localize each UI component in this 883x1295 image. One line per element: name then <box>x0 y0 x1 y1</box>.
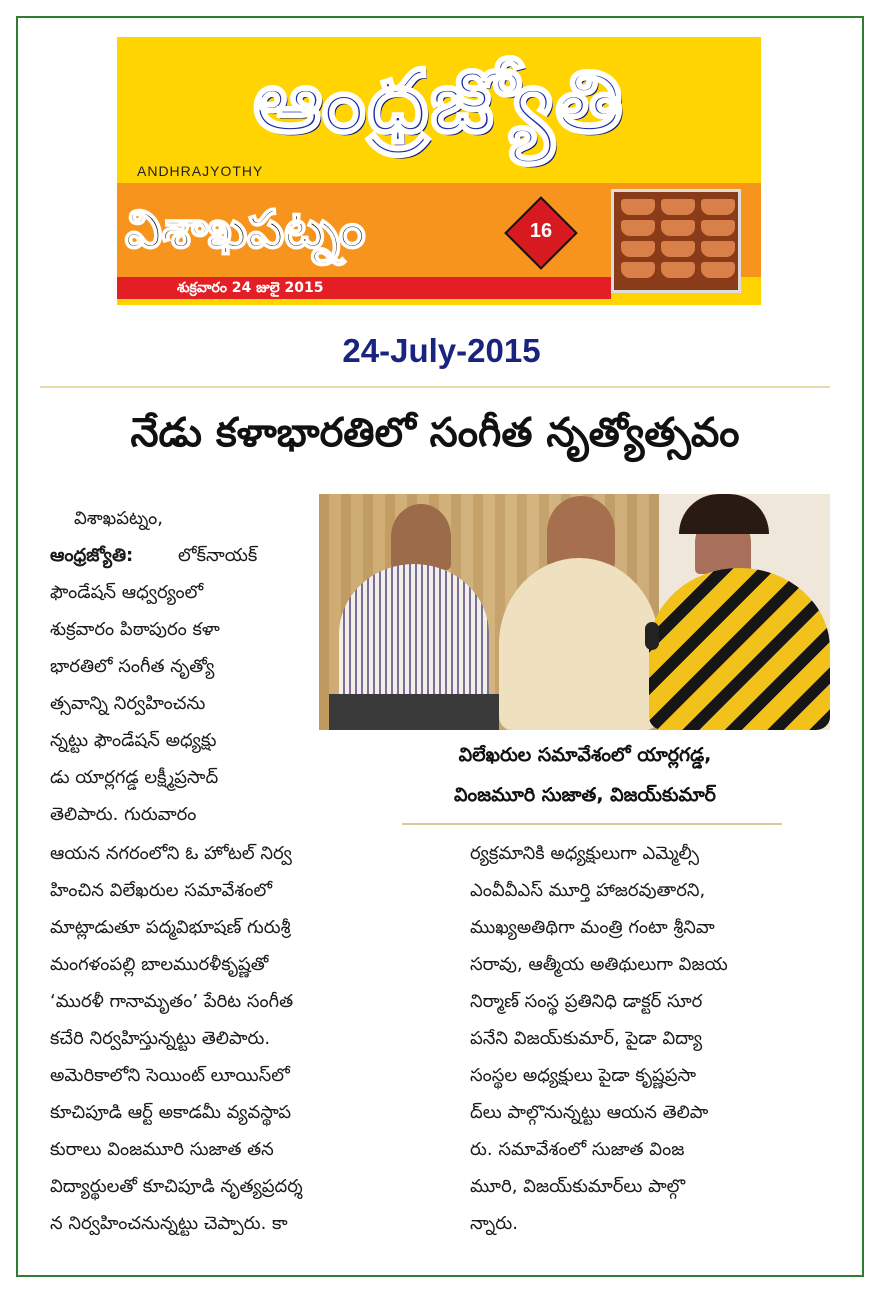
text-line: మంగళంపల్లి బాలమురళీకృష్ణతో <box>50 954 269 975</box>
text-line: ఫౌండేషన్ ఆధ్వర్యంలో <box>50 582 204 603</box>
text-line: భారతిలో సంగీత నృత్యో <box>50 656 215 677</box>
page-number: 16 <box>529 220 553 242</box>
newspaper-logo-latin: ANDHRAJYOTHY <box>137 163 264 179</box>
article-headline: నేడు కళాభారతిలో సంగీత నృత్యోత్సవం <box>130 410 740 456</box>
photo-caption-line-2: వింజమూరి సుజాత, విజయ్‌కుమార్ <box>454 784 716 806</box>
article-source: ఆంధ్రజ్యోతి: <box>50 545 134 566</box>
text-line: న నిర్వహించనున్నట్టు చెప్పారు. కా <box>50 1213 288 1234</box>
newspaper-logo: ఆంధ్రజ్యోతి <box>253 52 625 152</box>
text-line: న్నారు. <box>470 1213 518 1234</box>
text-line: కురాలు వింజమూరి సుజాత తన <box>50 1139 274 1160</box>
article-dateline: విశాఖపట్నం, <box>74 508 163 529</box>
text-line: మాట్లాడుతూ పద్మవిభూషణ్ గురుశ్రీ <box>50 917 291 938</box>
newspaper-masthead <box>117 37 761 305</box>
press-meet-photo <box>319 494 830 730</box>
text-line: రు. సమావేశంలో సుజాత వింజ <box>470 1139 685 1160</box>
text-line: కూచిపూడి ఆర్ట్ అకాడమీ వ్యవస్థాప <box>50 1102 292 1123</box>
text-line: అమెరికాలోని సెయింట్ లూయిస్‌లో <box>50 1065 290 1086</box>
clay-lamps-photo <box>611 189 741 293</box>
text-line: కచేరి నిర్వహిస్తున్నట్టు తెలిపారు. <box>50 1028 271 1049</box>
text-line: సరావు, ఆత్మీయ అతిథులుగా విజయ <box>470 954 728 975</box>
text-line: నిర్మాణ్ సంస్థ ప్రతినిధి డాక్టర్ సూర <box>470 991 703 1012</box>
clipping-date: 24-July-2015 <box>342 332 541 369</box>
text-line: సంస్థల అధ్యక్షులు పైడా కృష్ణప్రసా <box>470 1065 697 1086</box>
text-line: ఎంవీవీఎస్ మూర్తి హాజరవుతారని, <box>470 880 706 901</box>
text-line: ఆయన నగరంలోని ఓ హోటల్ నిర్వ <box>50 843 292 864</box>
text-line: మూరి, విజయ్‌కుమార్‌లు పాల్గొ <box>470 1176 686 1197</box>
text-line: డు యార్లగడ్డ లక్ష్మీప్రసాద్ <box>50 767 219 788</box>
edition-city: విశాఖపట్నం <box>125 200 366 260</box>
edition-date: శుక్రవారం 24 జులై 2015 <box>177 280 324 296</box>
text-line: ద్‌లు పాల్గొనున్నట్టు ఆయన తెలిపా <box>470 1102 709 1123</box>
text-line: శుక్రవారం పిఠాపురం కళా <box>50 619 220 640</box>
photo-caption-line-1: విలేఖరుల సమావేశంలో యార్లగడ్డ, <box>458 744 712 766</box>
text-line: విద్యార్థులతో కూచిపూడి నృత్యప్రదర్శ <box>50 1176 303 1197</box>
text-line: ముఖ్యఅతిథిగా మంత్రి గంటా శ్రీనివా <box>470 917 715 938</box>
text-line: ర్యక్రమానికి అధ్యక్షులుగా ఎమ్మెల్సీ <box>470 843 700 864</box>
text-line: పనేని విజయ్‌కుమార్, పైడా విద్యా <box>470 1028 703 1049</box>
text-line: న్నట్టు ఫౌండేషన్ అధ్యక్షు <box>50 730 217 751</box>
text-line: హించిన విలేఖరుల సమావేశంలో <box>50 880 273 901</box>
text-line: లోక్‌నాయక్ <box>178 545 258 566</box>
text-line: తెలిపారు. గురువారం <box>50 804 197 825</box>
text-line: ‘మురళీ గానామృతం’ పేరిట సంగీత <box>50 991 294 1012</box>
caption-divider <box>402 823 782 825</box>
divider <box>40 386 830 388</box>
text-line: త్సవాన్ని నిర్వహించను <box>50 693 206 714</box>
